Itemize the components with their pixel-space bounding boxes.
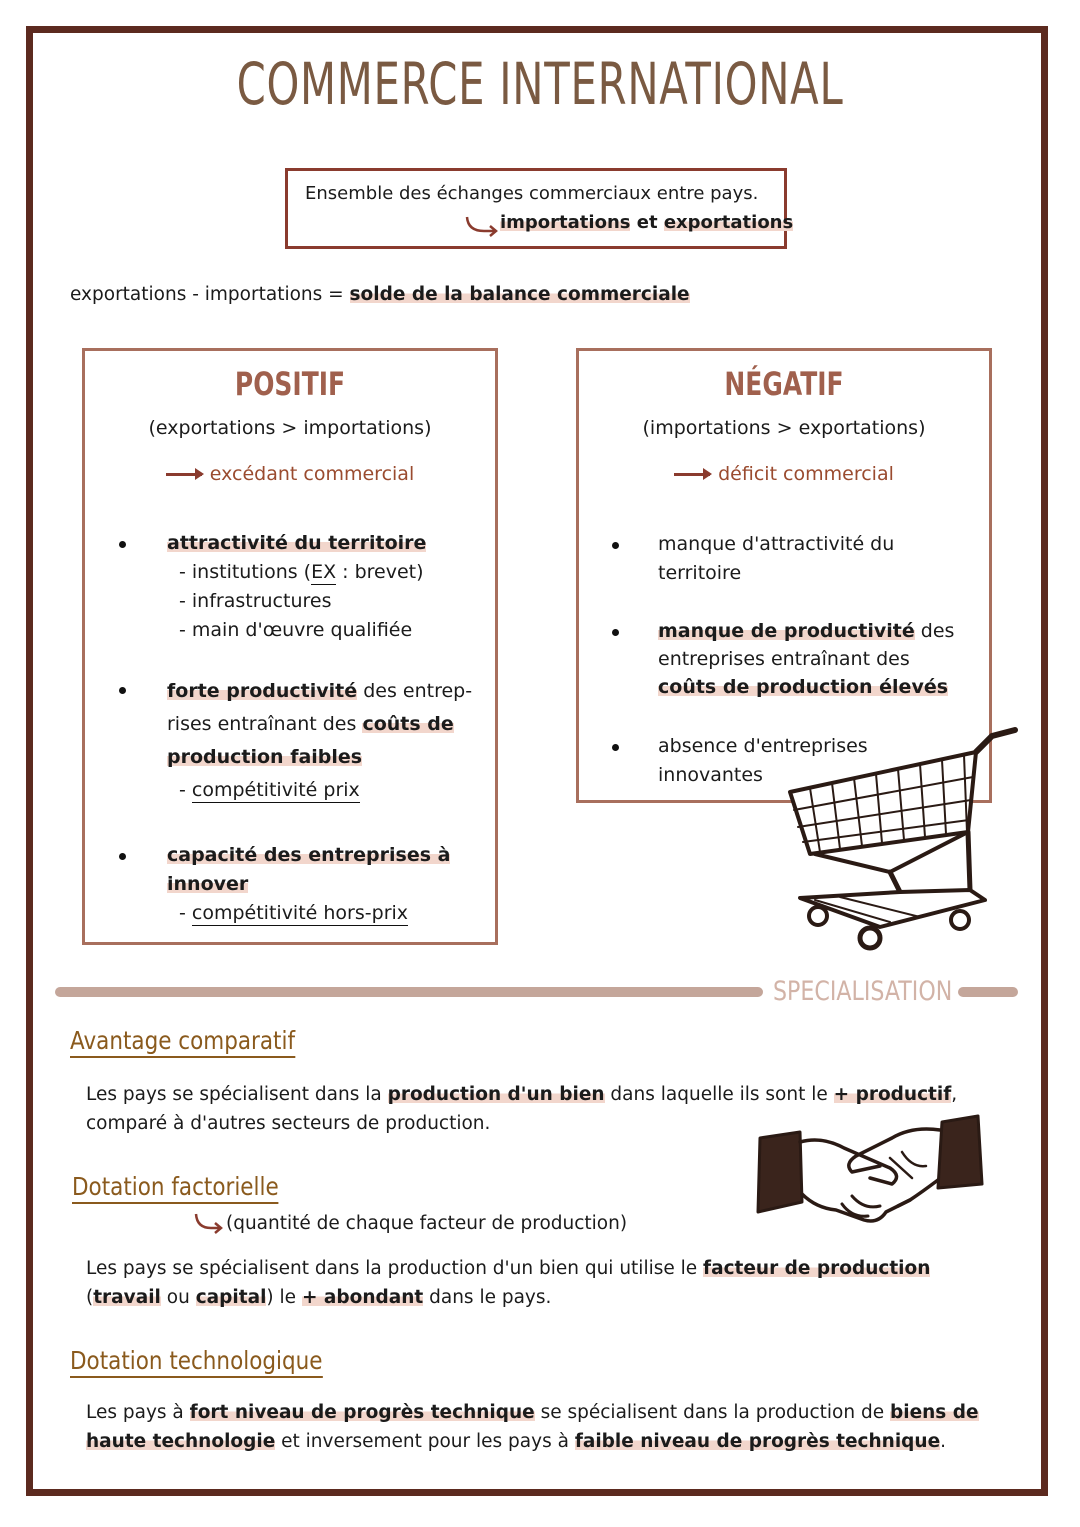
dotation-fact-l2a: ( [86, 1287, 94, 1308]
shopping-cart-icon [770, 722, 1025, 954]
negative-b1 [658, 530, 894, 588]
negative-result [579, 463, 989, 485]
dotation-fact-paragraph [86, 1254, 930, 1312]
negative-b1-l2: territoire [658, 562, 742, 584]
section-divider-right [958, 987, 1018, 997]
positive-b1-s1b: EX [311, 561, 337, 583]
section-label: SPECIALISATION [773, 976, 953, 1007]
exportations-text: exportations [663, 212, 794, 233]
positive-b1-s2: - infrastructures [179, 590, 332, 612]
positive-b1 [167, 529, 426, 645]
definition-line1: Ensemble des échanges commerciaux entre pays. [305, 183, 759, 204]
positive-b1-s3: - main d'œuvre qualifiée [179, 619, 413, 641]
negative-condition: (importations > exportations) [642, 417, 926, 439]
negative-b2-l1b: des [914, 620, 955, 642]
page-title: COMMERCE INTERNATIONAL [236, 50, 844, 118]
bullet-icon [119, 687, 126, 694]
handshake-icon [752, 1108, 987, 1236]
negative-b2-l2: entreprises entraînant des [658, 648, 910, 670]
dotation-tech-l1b: fort niveau de progrès technique [189, 1402, 535, 1423]
avantage-l1b: production d'un bien [387, 1084, 605, 1105]
formula-left: exportations - importations = [70, 284, 350, 305]
positive-box [82, 348, 498, 945]
positive-title: POSITIF [234, 365, 346, 403]
heading-dotation-technologique: Dotation technologique [70, 1346, 322, 1378]
avantage-l1a: Les pays se spécialisent dans la [86, 1084, 388, 1105]
positive-result-label: excédant commercial [209, 463, 415, 485]
dotation-fact-l2b: travail [93, 1287, 161, 1308]
positive-b2-l1a: forte productivité [167, 680, 358, 702]
dotation-fact-l2f: + abondant [301, 1287, 424, 1308]
negative-result-label: déficit commercial [718, 463, 894, 485]
bullet-icon [119, 853, 126, 860]
positive-result [85, 463, 495, 485]
dotation-fact-note: (quantité de chaque facteur de production) [226, 1213, 628, 1234]
negative-b3-l2: innovantes [658, 764, 763, 786]
positive-b1-title: attractivité du territoire [167, 532, 427, 554]
balance-formula [70, 284, 690, 305]
definition-box [285, 168, 794, 249]
curved-arrow-icon [464, 215, 500, 237]
dotation-fact-l2g: dans le pays. [423, 1287, 552, 1308]
dotation-fact-l2c: ou [160, 1287, 196, 1308]
positive-b3-l1: capacité des entreprises à [167, 844, 451, 866]
avantage-l1c: dans laquelle ils sont le [604, 1084, 834, 1105]
positive-b2-l1b: des entrep- [357, 680, 473, 702]
dotation-tech-l2a: haute technologie [86, 1431, 276, 1452]
positive-b2-l2a: rises entraînant des [167, 713, 363, 735]
positive-b3: capacité des entreprises à innover - compétitivité hors-prix [167, 844, 451, 924]
importations-text: importations [500, 212, 631, 233]
heading-avantage-comparatif: Avantage comparatif [70, 1026, 295, 1058]
negative-b2 [658, 617, 954, 701]
positive-b2-l2b: coûts de [362, 713, 454, 735]
positive-b3-l2: innover [167, 873, 249, 895]
dotation-fact-l1a: Les pays se spécialisent dans la production d'un bien qui utilise le [86, 1258, 704, 1279]
dotation-tech-l1c: se spécialisent dans la production de [534, 1402, 890, 1423]
avantage-l1e: , [951, 1084, 958, 1105]
and-text: et [630, 212, 664, 233]
bullet-icon [119, 541, 126, 548]
bullet-icon [612, 744, 619, 751]
positive-b1-s1c: : brevet) [336, 561, 424, 583]
positive-b2: forte productivité des entrep- rises entraînant des coûts de production faibles - compétitivité prix [167, 680, 473, 801]
dotation-fact-l2e: ) le [266, 1287, 302, 1308]
bullet-icon [612, 629, 619, 636]
formula-right: solde de la balance commerciale [349, 284, 690, 305]
avantage-l1d: + productif [833, 1084, 952, 1105]
negative-title: NÉGATIF [724, 365, 844, 403]
section-divider-left [55, 987, 763, 997]
dotation-tech-paragraph [86, 1398, 979, 1456]
positive-b3-sub: compétitivité hors-prix [191, 902, 409, 924]
negative-b2-l1a: manque de productivité [658, 620, 915, 642]
dotation-fact-l1b: facteur de production [703, 1258, 931, 1279]
dotation-fact-l2d: capital [195, 1287, 267, 1308]
curved-arrow-icon [193, 1212, 225, 1234]
positive-b1-s1a: - institutions ( [179, 561, 312, 583]
negative-b2-l3: coûts de production élevés [658, 676, 949, 698]
heading-dotation-factorielle: Dotation factorielle [72, 1172, 279, 1204]
bullet-icon [612, 542, 619, 549]
dotation-tech-l1d: biens de [889, 1402, 979, 1423]
positive-b2-l3: production faibles [167, 746, 363, 768]
positive-condition: (exportations > importations) [148, 417, 432, 439]
arrow-right-icon [674, 473, 710, 476]
avantage-l2: comparé à d'autres secteurs de production. [86, 1113, 491, 1134]
definition-line2 [500, 212, 793, 233]
negative-b1-l1: manque d'attractivité du [658, 533, 895, 555]
negative-b3-l1: absence d'entreprises [658, 735, 868, 757]
arrow-right-icon [166, 473, 202, 476]
dotation-tech-l2b: et inversement pour les pays à [275, 1431, 575, 1452]
positive-b2-sub: compétitivité prix [191, 779, 360, 801]
dotation-tech-l1a: Les pays à [86, 1402, 190, 1423]
dotation-tech-l2c: faible niveau de progrès technique [574, 1431, 941, 1452]
dotation-tech-l2d: . [940, 1431, 947, 1452]
